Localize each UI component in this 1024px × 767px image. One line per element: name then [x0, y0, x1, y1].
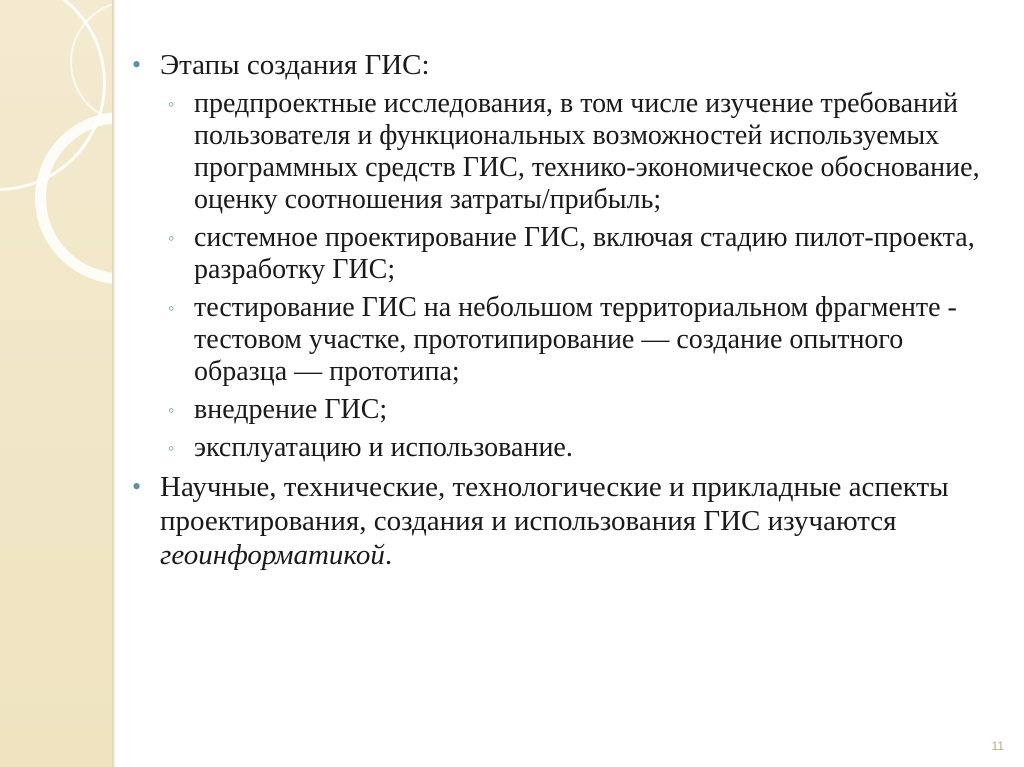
bullet-item-text: Научные, технические, технологические и прикладные аспекты проектирования, создания и использования ГИС изучаются: [160, 471, 949, 537]
circle-bullet-icon: ◦: [168, 400, 175, 420]
bullet-icon: •: [132, 472, 142, 501]
sub-bullet-item: [164, 222, 992, 286]
bullet-item-geoinformatics: [132, 470, 992, 572]
circle-bullet-icon: ◦: [168, 228, 175, 248]
sub-bullet-item: [164, 432, 992, 464]
slide-content: [132, 48, 992, 576]
circle-bullet-icon: ◦: [168, 438, 175, 458]
sidebar-edge: [112, 0, 116, 767]
emphasized-term: геоинформатикой: [160, 539, 385, 571]
sub-bullet-text: системное проектирование ГИС, включая стадию пилот-проекта, разработку ГИС;: [194, 222, 975, 285]
sub-bullet-text: тестирование ГИС на небольшом территориальном фрагменте - тестовом участке, прототипирование — создание опытного образца — прототипа;: [194, 292, 957, 387]
bullet-item-stages: [132, 48, 992, 82]
stages-list: [164, 88, 992, 464]
bullet-item-label: Этапы создания ГИС:: [160, 49, 430, 81]
sub-bullet-text: эксплуатацию и использование.: [194, 432, 573, 463]
circle-bullet-icon: ◦: [168, 298, 175, 318]
sentence-end: .: [384, 539, 393, 571]
sub-bullet-item: [164, 292, 992, 388]
decorative-sidebar: [0, 0, 112, 767]
sub-bullet-item: [164, 394, 992, 426]
sub-bullet-text: внедрение ГИС;: [194, 394, 388, 425]
sub-bullet-item: [164, 88, 992, 216]
slide-number: 11: [991, 739, 1004, 753]
sub-bullet-text: предпроектные исследования, в том числе изучение требований пользователя и функциональных возможностей используемых программных средств ГИС, технико-экономическое обоснование, оценку соотношения затраты/прибыль;: [194, 88, 980, 215]
bullet-icon: •: [132, 50, 142, 79]
circle-bullet-icon: ◦: [168, 94, 175, 114]
